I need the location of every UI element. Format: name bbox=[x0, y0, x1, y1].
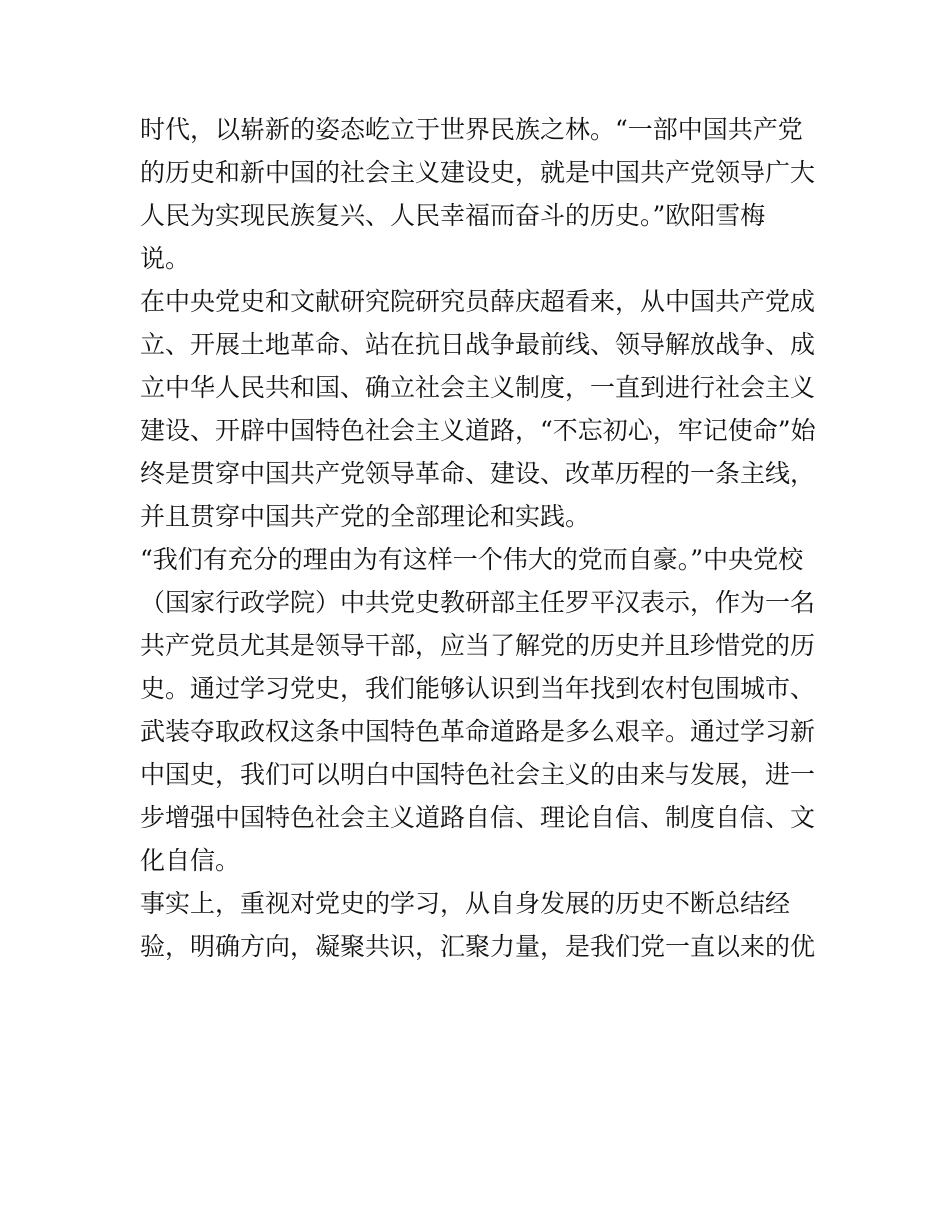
text-line: 中国史，我们可以明白中国特色社会主义的由来与发展，进一 bbox=[140, 760, 816, 789]
text-line: 验，明确方向，凝聚共识，汇聚力量，是我们党一直以来的优 bbox=[140, 932, 816, 961]
text-line: 在中央党史和文献研究院研究员薛庆超看来，从中国共产党成 bbox=[140, 287, 816, 316]
text-line: （国家行政学院）中共党史教研部主任罗平汉表示，作为一名 bbox=[140, 588, 816, 617]
text-line: 终是贯穿中国共产党领导革命、建设、改革历程的一条主线， bbox=[140, 459, 816, 488]
text-line: 武装夺取政权这条中国特色革命道路是多么艰辛。通过学习新 bbox=[140, 717, 816, 746]
text-line: 事实上，重视对党史的学习，从自身发展的历史不断总结经 bbox=[140, 889, 791, 918]
text-line: 化自信。 bbox=[140, 846, 241, 875]
text-line: 步增强中国特色社会主义道路自信、理论自信、制度自信、文 bbox=[140, 803, 816, 832]
text-line: 人民为实现民族复兴、人民幸福而奋斗的历史。”欧阳雪梅 bbox=[140, 201, 766, 230]
text-line: 并且贯穿中国共产党的全部理论和实践。 bbox=[140, 502, 591, 531]
text-line: 立中华人民共和国、确立社会主义制度，一直到进行社会主义 bbox=[140, 373, 816, 402]
text-line: 时代，以崭新的姿态屹立于世界民族之林。“一部中国共产党 bbox=[140, 115, 803, 144]
text-line: 建设、开辟中国特色社会主义道路，“不忘初心，牢记使命”始 bbox=[140, 416, 816, 445]
body-text bbox=[140, 108, 820, 968]
text-line: 史。通过学习党史，我们能够认识到当年找到农村包围城市、 bbox=[140, 674, 816, 703]
text-line: 的历史和新中国的社会主义建设史，就是中国共产党领导广大 bbox=[140, 158, 816, 187]
text-line: “我们有充分的理由为有这样一个伟大的党而自豪。”中央党校 bbox=[140, 545, 804, 574]
text-line: 说。 bbox=[140, 244, 191, 273]
text-line: 立、开展土地革命、站在抗日战争最前线、领导解放战争、成 bbox=[140, 330, 816, 359]
text-line: 共产党员尤其是领导干部，应当了解党的历史并且珍惜党的历 bbox=[140, 631, 816, 660]
